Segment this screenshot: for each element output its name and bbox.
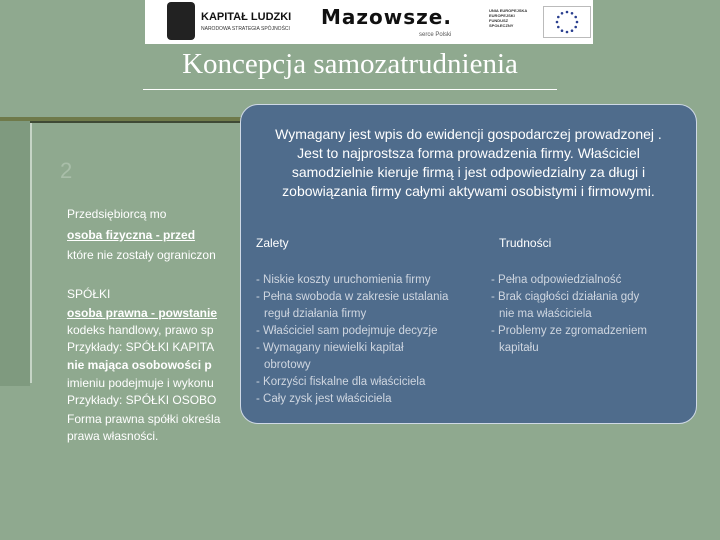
body-line: kodeks handlowy, prawo sp — [67, 323, 214, 337]
difficulties-list — [491, 272, 686, 357]
list-item: - Niskie koszty uruchomienia firmy — [256, 274, 431, 286]
body-line-bold: osoba fizyczna - przed — [67, 228, 196, 242]
list-item: - Brak ciągłości działania gdy — [491, 291, 640, 303]
list-item: - Właściciel sam podejmuje decyzje — [256, 325, 438, 337]
body-line: Przedsiębiorcą mo — [67, 207, 167, 221]
left-decoration-edge — [30, 123, 32, 383]
mazowsze-subtitle: serce Polski — [419, 32, 452, 38]
left-decoration-box — [0, 117, 30, 386]
title-underline — [143, 89, 557, 90]
body-line-bold: osoba prawna - powstanie — [67, 306, 218, 320]
difficulties-header: Trudności — [499, 236, 552, 250]
list-item: - Pełna odpowiedzialność — [491, 274, 622, 286]
body-line: prawa własności. — [67, 429, 159, 443]
list-item: - Cały zysk jest właściciela — [256, 393, 392, 405]
body-line: Forma prawna spółki określa — [67, 412, 221, 426]
body-line — [67, 228, 195, 242]
body-line — [67, 306, 217, 320]
slide-number: 2 — [60, 158, 73, 183]
kapital-ludzki-logo — [167, 2, 337, 42]
list-item: - Korzyści fiskalne dla właściciela — [256, 376, 426, 388]
body-line: Przykłady: SPÓŁKI OSOBO — [67, 393, 217, 407]
list-item: obrotowy — [264, 359, 311, 371]
callout-box — [240, 104, 697, 424]
list-item: nie ma właściciela — [499, 308, 592, 320]
list-item: - Wymagany niewielki kapitał — [256, 342, 404, 354]
body-line: Przykłady: SPÓŁKI KAPITA — [67, 340, 215, 354]
body-line: SPÓŁKI — [67, 287, 111, 301]
mazowsze-title: Mazowsze. — [321, 5, 452, 29]
eu-logo-text: UNIA EUROPEJSKA EUROPEJSKI FUNDUSZ SPOŁECZNY — [489, 8, 528, 28]
callout-description: Wymagany jest wpis do ewidencji gospodarczej prowadzonej . Jest to najprostsza forma prowadzenia firmy. Właściciel samodzielnie kieruje firmą i jest odpowiedzialny za długi i zobowiązania firmy całymi aktywami osobistymi i firmowymi. — [275, 126, 662, 199]
advantages-list — [256, 272, 481, 408]
slide-title: Koncepcja samozatrudnienia — [182, 48, 518, 80]
sponsor-logo-bar — [145, 0, 593, 44]
body-line: nie mająca osobowości p — [67, 358, 212, 372]
kapital-ludzki-subtitle: NARODOWA STRATEGIA SPÓJNOŚCI — [201, 26, 290, 32]
eu-logo — [489, 4, 593, 40]
body-line: które nie zostały ograniczon — [67, 248, 216, 262]
list-item: - Pełna swoboda w zakresie ustalania — [256, 291, 449, 303]
eu-flag-icon — [543, 6, 591, 38]
list-item: - Problemy ze zgromadzeniem — [491, 325, 647, 337]
kapital-ludzki-title: KAPITAŁ LUDZKI — [201, 11, 292, 23]
advantages-header: Zalety — [256, 236, 289, 250]
list-item: reguł działania firmy — [264, 308, 367, 320]
mazowsze-logo — [321, 5, 471, 41]
kapital-ludzki-emblem-icon — [167, 2, 195, 40]
body-line: imieniu podejmuje i wykonu — [67, 376, 214, 390]
list-item: kapitału — [499, 342, 539, 354]
